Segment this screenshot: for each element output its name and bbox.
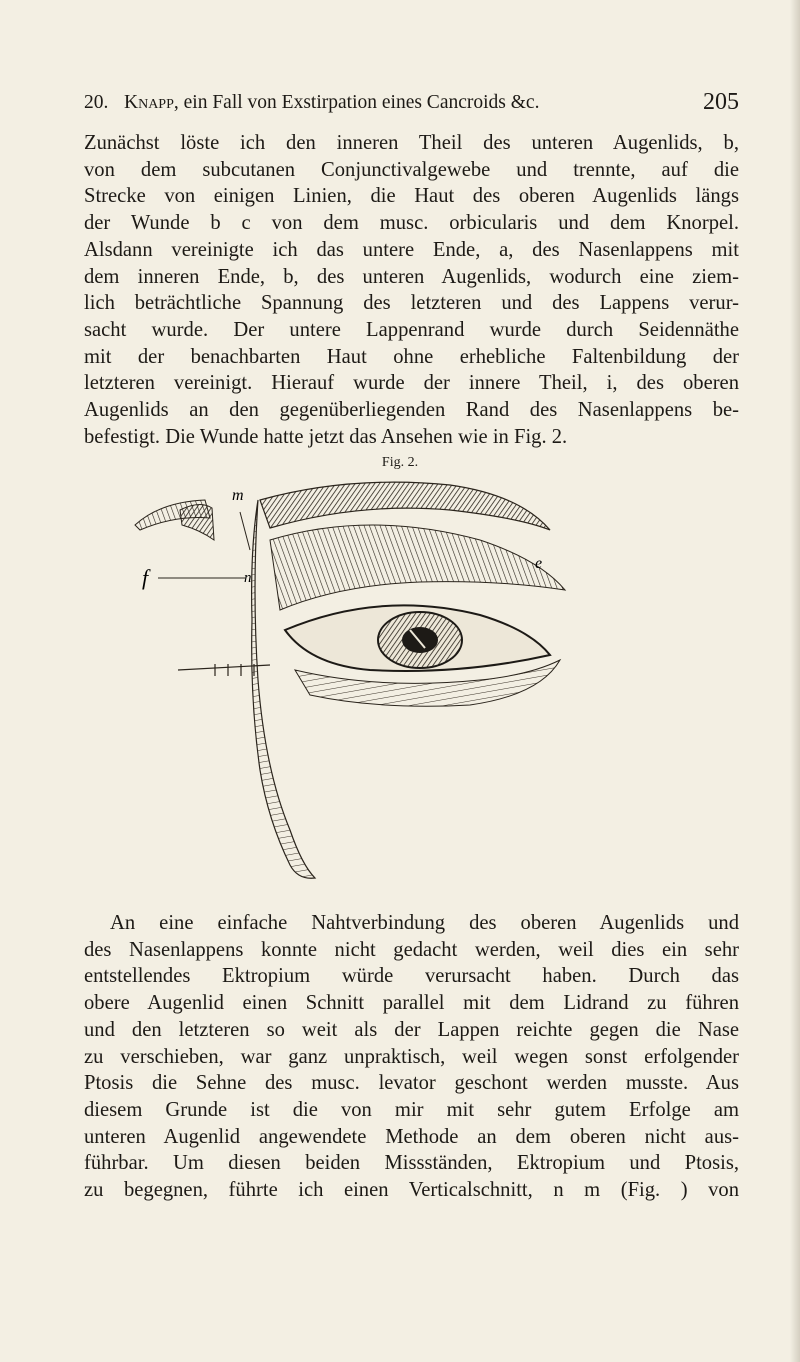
text-line: Ptosis die Sehne des musc. levator geschont werden musste. Aus — [84, 1072, 739, 1095]
text-line: zu begegnen, führte ich einen Verticalschnitt, n m (Fig. ) von — [84, 1179, 739, 1202]
text-line: Zunächst löste ich den inneren Theil des unteren Augenlids, b, — [84, 132, 739, 154]
author-name: Knapp, — [124, 92, 179, 113]
label-e: e — [535, 555, 543, 572]
label-n: n — [244, 570, 252, 586]
text-line: zu verschieben, war ganz unpraktisch, weil wegen sonst erfolgender — [84, 1045, 739, 1068]
text-line: letzteren vereinigt. Hierauf wurde der innere Theil, i, des oberen — [84, 372, 739, 395]
text-line: lich beträchtliche Spannung des letzteren und des Lappens verur- — [84, 292, 739, 315]
title-text: ein Fall von Exstirpation eines Cancroids &c. — [183, 92, 540, 113]
paragraph-2 — [84, 910, 739, 1204]
text-line: unteren Augenlid angewendete Methode an dem oberen nicht aus- — [84, 1125, 739, 1148]
paragraph-1 — [84, 130, 739, 450]
left-brow-fragment — [135, 500, 214, 540]
chapter-number: 20. — [84, 92, 109, 113]
running-header — [84, 89, 739, 122]
text-line: führbar. Um diesen beiden Missständen, Ektropium und Ptosis, — [84, 1152, 739, 1175]
page-edge-shadow — [790, 0, 800, 1362]
label-m: m — [232, 487, 244, 504]
text-line: Strecke von einigen Linien, die Haut des oberen Augenlids längs — [84, 185, 739, 208]
text-line: befestigt. Die Wunde hatte jetzt das Ansehen wie in Fig. 2. — [84, 425, 568, 448]
text-line: mit der benachbarten Haut ohne erhebliche Faltenbildung der — [84, 345, 739, 368]
running-title — [124, 92, 539, 114]
text-line: dem inneren Ende, b, des unteren Augenlids, wodurch eine ziem- — [84, 265, 739, 288]
label-f: f — [142, 565, 149, 590]
pupil — [402, 627, 438, 653]
text-line: Alsdann vereinigte ich das untere Ende, a, des Nasenlappens mit — [84, 238, 739, 261]
text-line: der Wunde b c von dem musc. orbicularis und dem Knorpel. — [84, 212, 739, 235]
text-line: und den letzteren so weit als der Lappen reichte gegen die Nase — [84, 1018, 739, 1041]
page-number: 205 — [703, 89, 739, 115]
figure-caption: Fig. 2. — [381, 455, 419, 470]
text-line: An eine einfache Nahtverbindung des oberen Augenlids und — [110, 912, 739, 934]
text-line: obere Augenlid einen Schnitt parallel mit dem Lidrand zu führen — [84, 992, 739, 1015]
text-line: sacht wurde. Der untere Lappenrand wurde durch Seidennäthe — [84, 318, 739, 341]
eye-illustration — [120, 470, 680, 890]
text-line: entstellendes Ektropium würde verursacht haben. Durch das — [84, 965, 739, 988]
text-line: diesem Grunde ist die von mir mit sehr gutem Erfolge am — [84, 1098, 739, 1121]
text-line: des Nasenlappens konnte nicht gedacht werden, weil dies ein sehr — [84, 938, 739, 961]
text-line: Augenlids an den gegenüberliegenden Rand des Nasenlappens be- — [84, 399, 739, 422]
eyebrow — [260, 482, 550, 530]
text-line: von dem subcutanen Conjunctivalgewebe und trennte, auf die — [84, 158, 739, 181]
upper-lid — [270, 525, 565, 610]
